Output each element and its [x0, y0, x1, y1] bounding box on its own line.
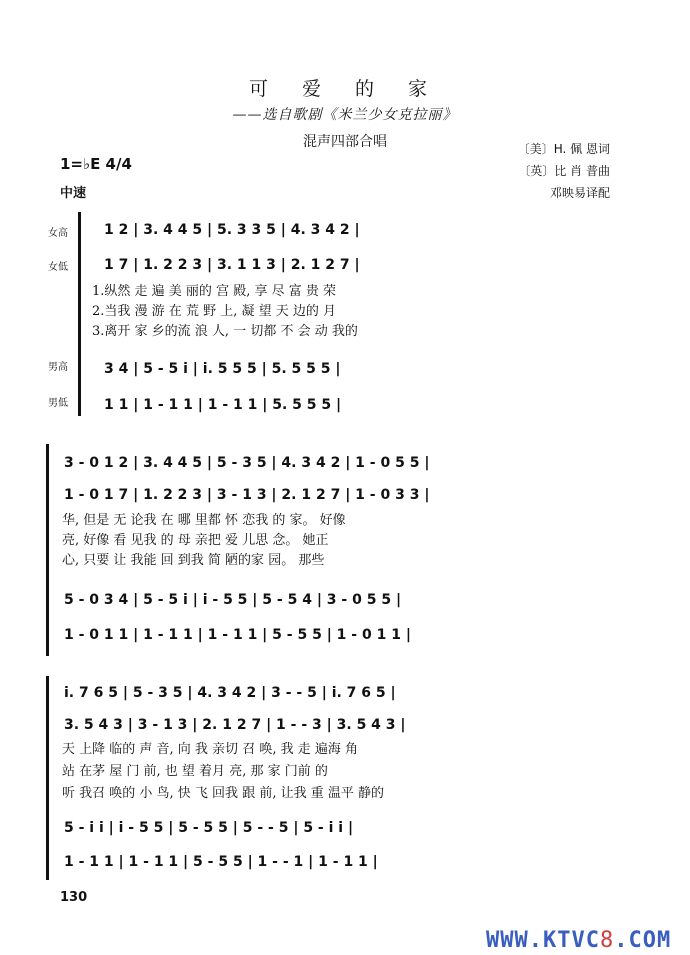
song-subtitle: ——选自歌剧《米兰少女克拉丽》	[232, 107, 458, 123]
watermark-text-c: .COM	[614, 928, 672, 953]
lyric-verse-2: 站 在茅 屋 门 前, 也 望 着月 亮, 那 家 门前 的	[62, 764, 328, 779]
soprano-line: 3 - 0 1 2 | 3. 4 4 5 | 5 - 3 5 | 4. 3 4 2 | 1 - 0 5 5 |	[64, 455, 430, 471]
alto-line: 3. 5 4 3 | 3 - 1 3 | 2. 1 2 7 | 1 - - 3 | 3. 5 4 3 |	[64, 717, 406, 733]
soprano-line: i. 7 6 5 | 5 - 3 5 | 4. 3 4 2 | 3 - - 5 | i. 7 6 5 |	[64, 685, 396, 701]
part-label-soprano: 女高	[48, 228, 68, 239]
part-label-alto: 女低	[48, 262, 68, 273]
lyric-verse-3: 听 我召 唤的 小 鸟, 快 飞 回我 跟 前, 让我 重 温平 静的	[62, 786, 384, 801]
tenor-line: 3 4 | 5 - 5 i | i. 5 5 5 | 5. 5 5 5 |	[104, 361, 341, 377]
song-title: 可 爱 的 家	[248, 78, 442, 100]
watermark-text-b: 8	[599, 928, 615, 953]
bass-line: 1 - 0 1 1 | 1 - 1 1 | 1 - 1 1 | 5 - 5 5 | 1 - 0 1 1 |	[64, 627, 411, 643]
lyric-verse-1: 1.纵然 走 遍 美 丽的 宫 殿, 享 尽 富 贵 荣	[92, 284, 336, 299]
tenor-line: 5 - i i | i - 5 5 | 5 - 5 5 | 5 - - 5 | 5 - i i |	[64, 820, 354, 836]
alto-line: 1 - 0 1 7 | 1. 2 2 3 | 3 - 1 3 | 2. 1 2 7 | 1 - 0 3 3 |	[64, 487, 430, 503]
composer-credit: 〔英〕比 肖 普曲	[518, 164, 610, 178]
lyric-verse-3: 3.离开 家 乡的流 浪 人, 一 切都 不 会 动 我的	[92, 324, 358, 339]
part-label-tenor: 男高	[48, 362, 68, 373]
key-signature: 1=♭E 4/4	[60, 155, 132, 173]
lyricist-credit: 〔美〕H. 佩 恩词	[517, 142, 610, 156]
lyric-verse-3: 心, 只要 让 我能 回 到我 简 陋的家 园。 那些	[62, 553, 325, 568]
system-brace	[46, 676, 49, 880]
part-label-bass: 男低	[48, 398, 68, 409]
lyric-verse-1: 华, 但是 无 论我 在 哪 里都 怀 恋我 的 家。 好像	[62, 513, 346, 528]
lyric-verse-2: 亮, 好像 看 见我 的 母 亲把 爱 儿思 念。 她正	[62, 533, 329, 548]
alto-line: 1 7 | 1. 2 2 3 | 3. 1 1 3 | 2. 1 2 7 |	[104, 257, 360, 273]
lyric-verse-2: 2.当我 漫 游 在 荒 野 上, 凝 望 天 边的 月	[92, 304, 336, 319]
tempo-marking: 中速	[60, 186, 87, 201]
translator-credit: 邓映易译配	[549, 186, 610, 200]
soprano-line: 1 2 | 3. 4 4 5 | 5. 3 3 5 | 4. 3 4 2 |	[104, 222, 360, 238]
tenor-line: 5 - 0 3 4 | 5 - 5 i | i - 5 5 | 5 - 5 4 | 3 - 0 5 5 |	[64, 592, 402, 608]
page-number: 130	[60, 890, 88, 905]
arrangement-label: 混声四部合唱	[303, 134, 387, 150]
system-brace	[46, 444, 49, 656]
lyric-verse-1: 天 上降 临的 声 音, 向 我 亲切 召 唤, 我 走 遍海 角	[62, 742, 358, 757]
bass-line: 1 - 1 1 | 1 - 1 1 | 5 - 5 5 | 1 - - 1 | 1 - 1 1 |	[64, 854, 378, 870]
watermark-text-a: WWW.KTVC	[486, 928, 600, 953]
system-brace	[78, 212, 81, 416]
bass-line: 1 1 | 1 - 1 1 | 1 - 1 1 | 5. 5 5 5 |	[104, 397, 342, 413]
watermark-logo	[486, 928, 671, 953]
